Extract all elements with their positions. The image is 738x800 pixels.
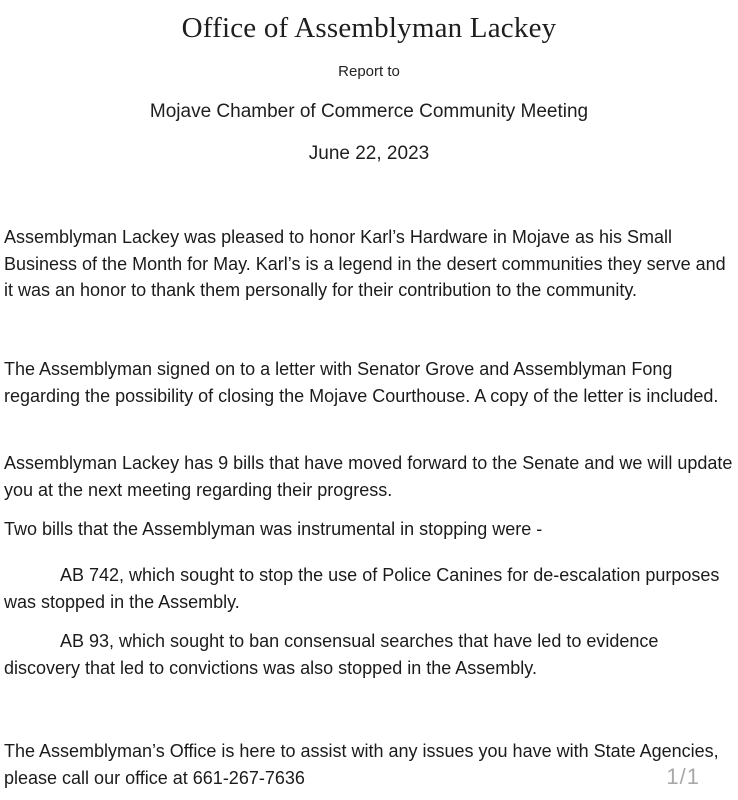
meeting-name: Mojave Chamber of Commerce Community Meeting [149,101,589,122]
paragraph-small-business: Assemblyman Lackey was pleased to honor Karl’s Hardware in Mojave as his Small Business of the Month for May. Karl’s is a legend in the desert communities they serve and it was an honor to thank them personally for their contribution to the community. [4,227,726,300]
paragraph-ab-742: AB 742, which sought to stop the use of Police Canines for de-escalation purposes was stopped in the Assembly. [4,565,720,612]
paragraph-bills-senate: Assemblyman Lackey has 9 bills that have moved forward to the Senate and we will update you at the next meeting regarding their progress. [4,453,733,500]
page-indicator: 1/1 [666,764,700,789]
report-date: June 22, 2023 [308,143,430,164]
paragraph-contact-office: The Assemblyman’s Office is here to assist with any issues you have with State Agencies, please call our office at 661-267-7636 [4,741,719,788]
paragraph-courthouse-letter: The Assemblyman signed on to a letter with Senator Grove and Assemblyman Fong regarding the possibility of closing the Mojave Courthouse. A copy of the letter is included. [4,359,719,406]
office-title: Office of Assemblyman Lackey [181,12,557,44]
paragraph-bills-stopped-intro: Two bills that the Assemblyman was instrumental in stopping were - [4,519,543,539]
paragraph-ab-93: AB 93, which sought to ban consensual searches that have led to evidence discovery that led to convictions was also stopped in the Assembly. [4,631,659,678]
report-to-label: Report to [338,63,400,80]
